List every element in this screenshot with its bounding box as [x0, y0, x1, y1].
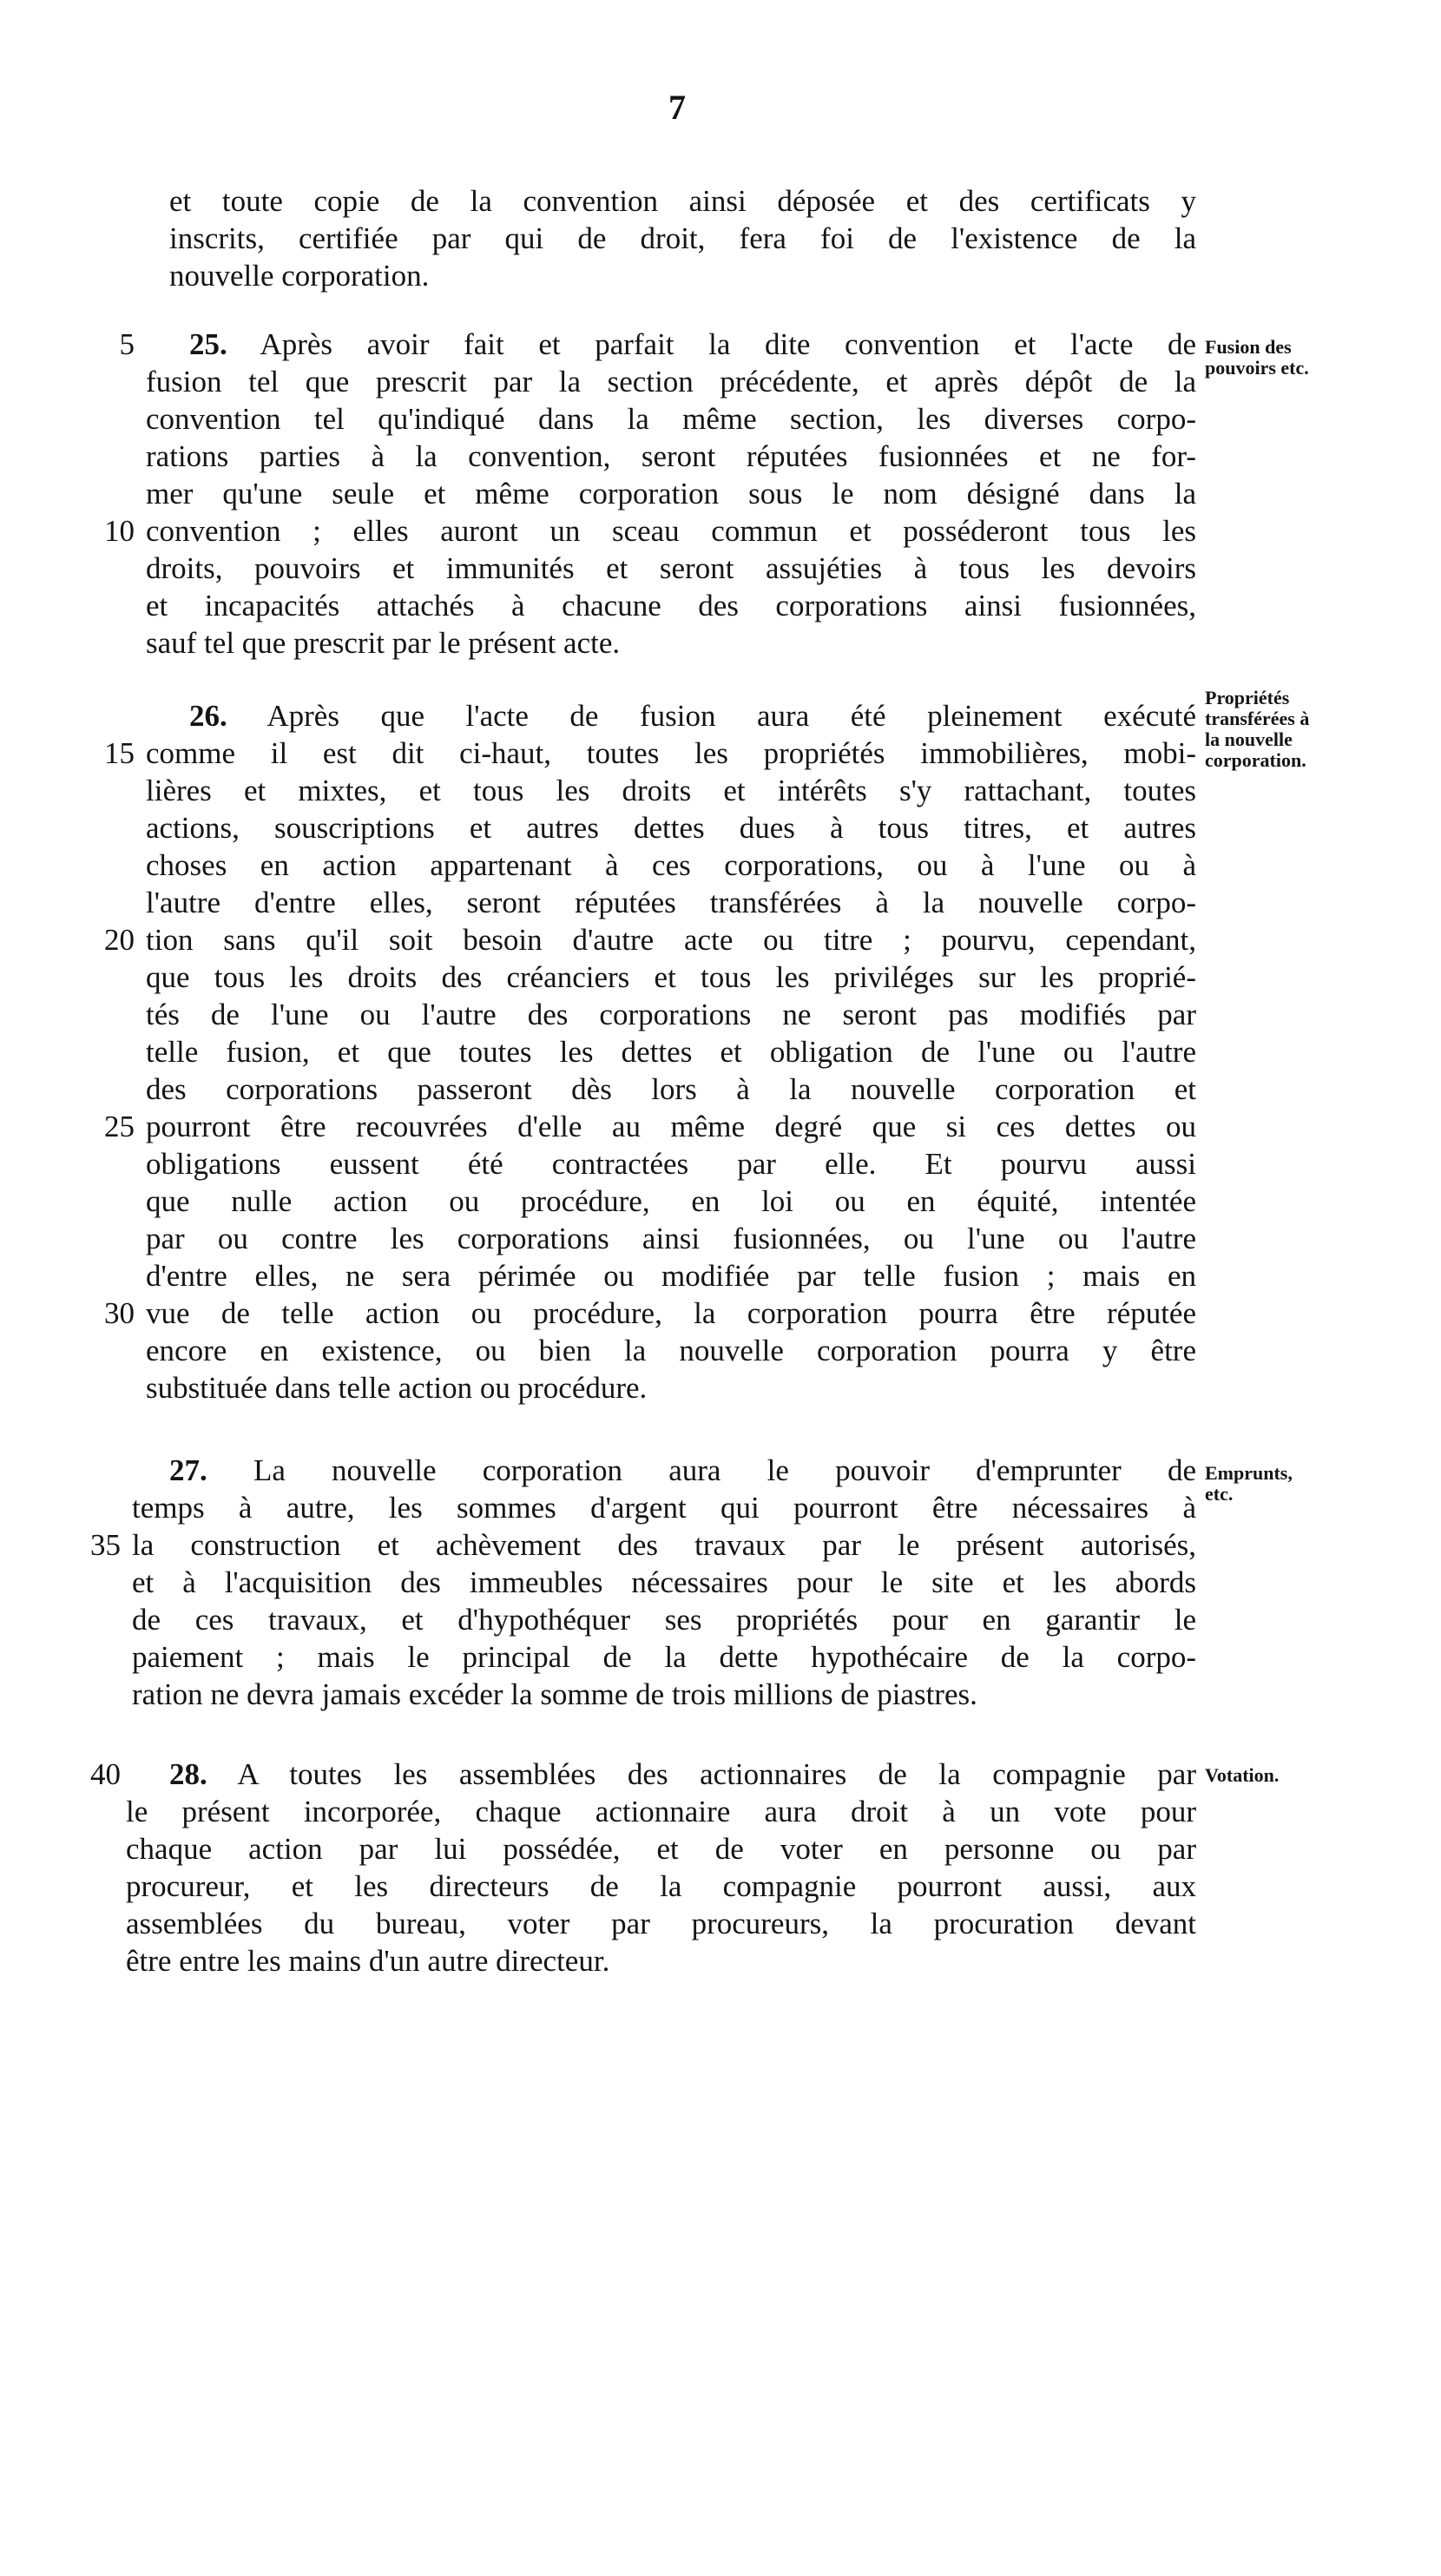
text-line: fusion tel que prescrit par la section précédente, et après dépôt de la	[146, 365, 1196, 399]
text-line: rations parties à la convention, seront réputées fusionnées et ne for-	[146, 439, 1196, 473]
text-line: de ces travaux, et d'hypothéquer ses propriétés pour en garantir le	[132, 1603, 1196, 1637]
margin-note: Propriétés transférées à la nouvelle corporation.	[1205, 687, 1310, 771]
text-line: pourront être recouvrées d'elle au même degré que si ces dettes ou	[146, 1110, 1196, 1143]
text-line: vue de telle action ou procédure, la corporation pourra être réputée	[146, 1296, 1196, 1330]
line-number: 15	[104, 736, 135, 770]
section-number: 26.	[189, 699, 227, 733]
text-line: convention ; elles auront un sceau commun et posséderont tous les	[146, 514, 1196, 548]
text-line: et toute copie de la convention ainsi déposée et des certificats y	[169, 184, 1196, 218]
text-line: obligations eussent été contractées par elle. Et pourvu aussi	[146, 1147, 1196, 1181]
text-line: d'entre elles, ne sera périmée ou modifiée par telle fusion ; mais en	[146, 1259, 1196, 1293]
text-line: mer qu'une seule et même corporation sous le nom désigné dans la	[146, 477, 1196, 511]
text-line: actions, souscriptions et autres dettes dues à tous titres, et autres	[146, 811, 1196, 845]
text-line: des corporations passeront dès lors à la nouvelle corporation et	[146, 1072, 1196, 1106]
section-number: 27.	[169, 1453, 207, 1487]
text-line: l'autre d'entre elles, seront réputées transférées à la nouvelle corpo-	[146, 886, 1196, 919]
line-number: 35	[90, 1528, 121, 1562]
text-line: assemblées du bureau, voter par procureurs, la procuration devant	[126, 1907, 1196, 1940]
text-line: 25. Après avoir fait et parfait la dite convention et l'acte de	[189, 327, 1196, 361]
text-line: être entre les mains d'un autre directeur.	[126, 1944, 610, 1978]
margin-note: Fusion des pouvoirs etc.	[1205, 336, 1309, 379]
text-line: 27. La nouvelle corporation aura le pouvoir d'emprunter de	[169, 1453, 1197, 1487]
text-line: temps à autre, les sommes d'argent qui pourront être nécessaires à	[132, 1491, 1196, 1525]
page-number: 7	[668, 88, 686, 127]
text-line: convention tel qu'indiqué dans la même section, les diverses corpo-	[146, 402, 1196, 436]
line-number: 10	[104, 514, 135, 548]
text-line: substituée dans telle action ou procédure.	[146, 1371, 648, 1405]
text-line: droits, pouvoirs et immunités et seront assujéties à tous les devoirs	[146, 551, 1196, 585]
text-line: telle fusion, et que toutes les dettes et obligation de l'une ou l'autre	[146, 1035, 1196, 1069]
text-line: 26. Après que l'acte de fusion aura été pleinement exécuté	[189, 699, 1196, 733]
text-line: ration ne devra jamais excéder la somme de trois millions de piastres.	[132, 1677, 977, 1711]
line-number: 5	[119, 327, 135, 361]
text-line: procureur, et les directeurs de la compagnie pourront aussi, aux	[126, 1869, 1196, 1903]
text-line: paiement ; mais le principal de la dette hypothécaire de la corpo-	[132, 1640, 1196, 1674]
text-line: encore en existence, ou bien la nouvelle corporation pourra y être	[146, 1334, 1196, 1367]
text-line: que nulle action ou procédure, en loi ou en équité, intentée	[146, 1184, 1196, 1218]
text-line: choses en action appartenant à ces corporations, ou à l'une ou à	[146, 848, 1196, 882]
text-line: 28. A toutes les assemblées des actionnaires de la compagnie par	[169, 1757, 1196, 1791]
text-line: lières et mixtes, et tous les droits et intérêts s'y rattachant, toutes	[146, 774, 1196, 807]
margin-note: Votation.	[1205, 1764, 1280, 1786]
text-line: tion sans qu'il soit besoin d'autre acte ou titre ; pourvu, cependant,	[146, 923, 1196, 957]
line-number: 40	[90, 1757, 121, 1791]
text-line: tés de l'une ou l'autre des corporations ne seront pas modifiés par	[146, 998, 1196, 1031]
text-line: par ou contre les corporations ainsi fusionnées, ou l'une ou l'autre	[146, 1222, 1196, 1255]
line-number: 30	[104, 1296, 135, 1330]
line-number: 25	[104, 1110, 135, 1143]
text-line: la construction et achèvement des travaux par le présent autorisés,	[132, 1528, 1196, 1562]
line-number: 20	[104, 923, 135, 957]
text-line: que tous les droits des créanciers et tous les priviléges sur les proprié-	[146, 960, 1196, 994]
margin-note: Emprunts, etc.	[1205, 1462, 1293, 1505]
text-line: et incapacités attachés à chacune des corporations ainsi fusionnées,	[146, 589, 1196, 623]
section-number: 28.	[169, 1757, 207, 1791]
text-line: le présent incorporée, chaque actionnaire aura droit à un vote pour	[126, 1795, 1196, 1828]
text-line: comme il est dit ci-haut, toutes les propriétés immobilières, mobi-	[146, 736, 1196, 770]
text-line: chaque action par lui possédée, et de voter en personne ou par	[126, 1832, 1196, 1866]
section-number: 25.	[189, 327, 227, 361]
text-line: nouvelle corporation.	[169, 259, 430, 293]
text-line: et à l'acquisition des immeubles nécessaires pour le site et les abords	[132, 1565, 1196, 1599]
text-line: inscrits, certifiée par qui de droit, fera foi de l'existence de la	[169, 221, 1196, 255]
text-line: sauf tel que prescrit par le présent acte.	[146, 626, 621, 660]
